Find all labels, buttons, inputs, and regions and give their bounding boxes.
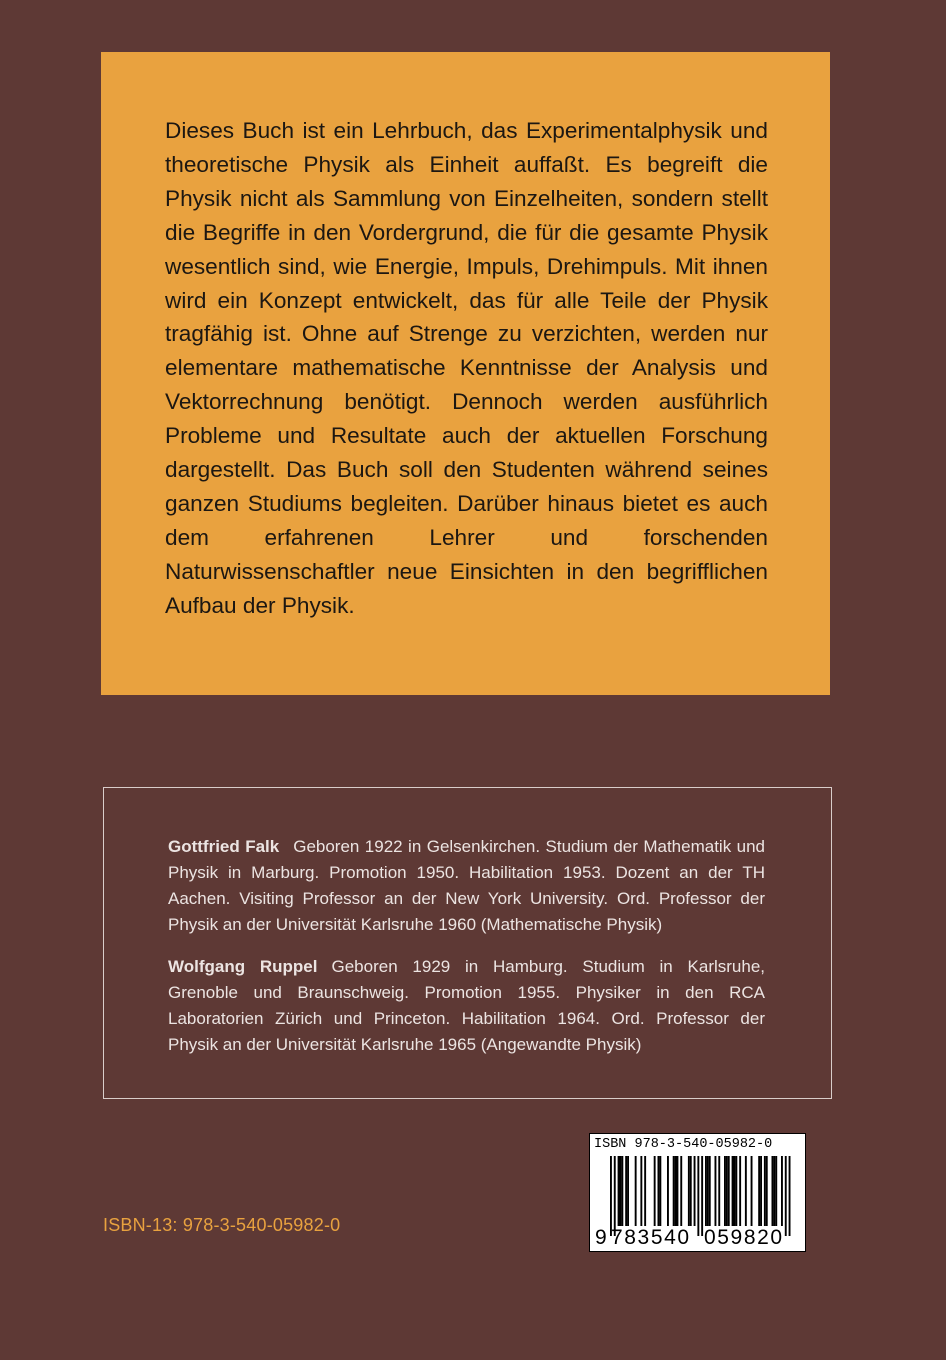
barcode-bar bbox=[618, 1156, 620, 1226]
barcode-bar bbox=[659, 1156, 661, 1226]
barcode-left-digits: 783540 bbox=[611, 1226, 691, 1249]
barcode-bar bbox=[707, 1156, 709, 1226]
barcode-bar bbox=[724, 1156, 726, 1226]
barcode-bar bbox=[758, 1156, 760, 1226]
barcode-bar bbox=[734, 1156, 736, 1226]
blurb-text: Dieses Buch ist ein Lehrbuch, das Experimentalphysik und theoretische Physik als Einheit auffaßt. Es begreift die Physik nicht als Sammlung von Einzelheiten, sondern stellt die Begriffe in den Vordergrund, die für die gesamte Physik wesentlich sind, wie Energie, Impuls, Drehimpuls. Mit ihnen wird ein Konzept entwickelt, das für alle Teile der Physik tragfähig ist. Ohne auf Strenge zu verzichten, werden nur elementare mathematische Kenntnisse der Analysis und Vektorrechnung benötigt. Dennoch werden ausführlich Probleme und Resultate auch der aktuellen Forschung dargestellt. Das Buch soll den Studenten während seines ganzen Studiums begleiten. Darüber hinaus bietet es auch dem erfahrenen Lehrer und forschenden Naturwissenschaftler neue Einsichten in den begrifflichen Aufbau der Physik. bbox=[165, 118, 768, 618]
barcode-bar bbox=[732, 1156, 734, 1226]
barcode-bar bbox=[658, 1156, 660, 1226]
barcode-guard-bar bbox=[697, 1156, 699, 1236]
barcode-guard-bar bbox=[610, 1156, 612, 1236]
barcode-bar bbox=[728, 1156, 730, 1226]
author-bio: Geboren 1922 in Gelsenkirchen. Studium der Mathematik und Physik in Marburg. Promotion 1950. Habilitation 1953. Dozent an der TH Aachen. Visiting Professor an der New York University. Ord. Professor der Physik an der Universität Karlsruhe 1960 (Mathematische Physik) bbox=[168, 837, 765, 934]
barcode-bar bbox=[772, 1156, 774, 1226]
barcode-bar bbox=[766, 1156, 768, 1226]
author-entry-falk bbox=[168, 834, 765, 938]
barcode bbox=[589, 1133, 806, 1252]
barcode-bar bbox=[621, 1156, 623, 1226]
barcode-bar bbox=[677, 1156, 679, 1226]
barcode-digits bbox=[590, 1226, 805, 1250]
barcode-bar bbox=[718, 1156, 720, 1226]
barcode-bar bbox=[781, 1156, 783, 1226]
barcode-bar bbox=[690, 1156, 692, 1226]
barcode-bar bbox=[715, 1156, 717, 1226]
barcode-bar bbox=[640, 1156, 642, 1226]
author-name: Wolfgang Ruppel bbox=[168, 957, 318, 976]
barcode-right-digits: 059820 bbox=[704, 1226, 784, 1249]
author-bio: Geboren 1929 in Hamburg. Studium in Karlsruhe, Grenoble und Braunschweig. Promotion 1955. Physiker in den RCA Laboratorien Zürich und Princeton. Habilitation 1964. Ord. Professor der Physik an der Universität Karlsruhe 1965 (Angewandte Physik) bbox=[168, 957, 766, 1054]
author-bios-box bbox=[103, 787, 832, 1099]
barcode-first-digit: 9 bbox=[595, 1226, 607, 1249]
barcode-guard-bar bbox=[614, 1156, 616, 1236]
barcode-bar bbox=[675, 1156, 677, 1226]
barcode-bar bbox=[726, 1156, 728, 1226]
barcode-bar bbox=[775, 1156, 777, 1226]
barcode-guard-bar bbox=[701, 1156, 703, 1236]
author-entry-ruppel bbox=[168, 954, 765, 1058]
barcode-bar bbox=[735, 1156, 737, 1226]
author-name: Gottfried Falk bbox=[168, 837, 280, 856]
barcode-bar bbox=[709, 1156, 711, 1226]
barcode-guard-bar bbox=[785, 1156, 787, 1236]
barcode-bar bbox=[627, 1156, 629, 1226]
barcode-bar bbox=[760, 1156, 762, 1226]
barcode-bar bbox=[739, 1156, 741, 1226]
barcode-bar bbox=[673, 1156, 675, 1226]
barcode-bar bbox=[745, 1156, 747, 1226]
barcode-bar bbox=[688, 1156, 690, 1226]
barcode-bar bbox=[773, 1156, 775, 1226]
barcode-bar bbox=[680, 1156, 682, 1226]
barcode-bar bbox=[751, 1156, 753, 1226]
barcode-bar bbox=[764, 1156, 766, 1226]
blurb-panel bbox=[101, 52, 830, 695]
barcode-bar bbox=[635, 1156, 637, 1226]
barcode-bar bbox=[644, 1156, 646, 1226]
barcode-bar bbox=[667, 1156, 669, 1226]
barcode-bar bbox=[625, 1156, 627, 1226]
isbn-13-label: ISBN-13: 978-3-540-05982-0 bbox=[103, 1215, 341, 1235]
barcode-bar bbox=[620, 1156, 622, 1226]
barcode-bar bbox=[705, 1156, 707, 1226]
barcode-bar bbox=[694, 1156, 696, 1226]
barcode-guard-bar bbox=[789, 1156, 791, 1236]
barcode-bar bbox=[654, 1156, 656, 1226]
barcode-isbn-text: ISBN 978-3-540-05982-0 bbox=[594, 1137, 773, 1152]
